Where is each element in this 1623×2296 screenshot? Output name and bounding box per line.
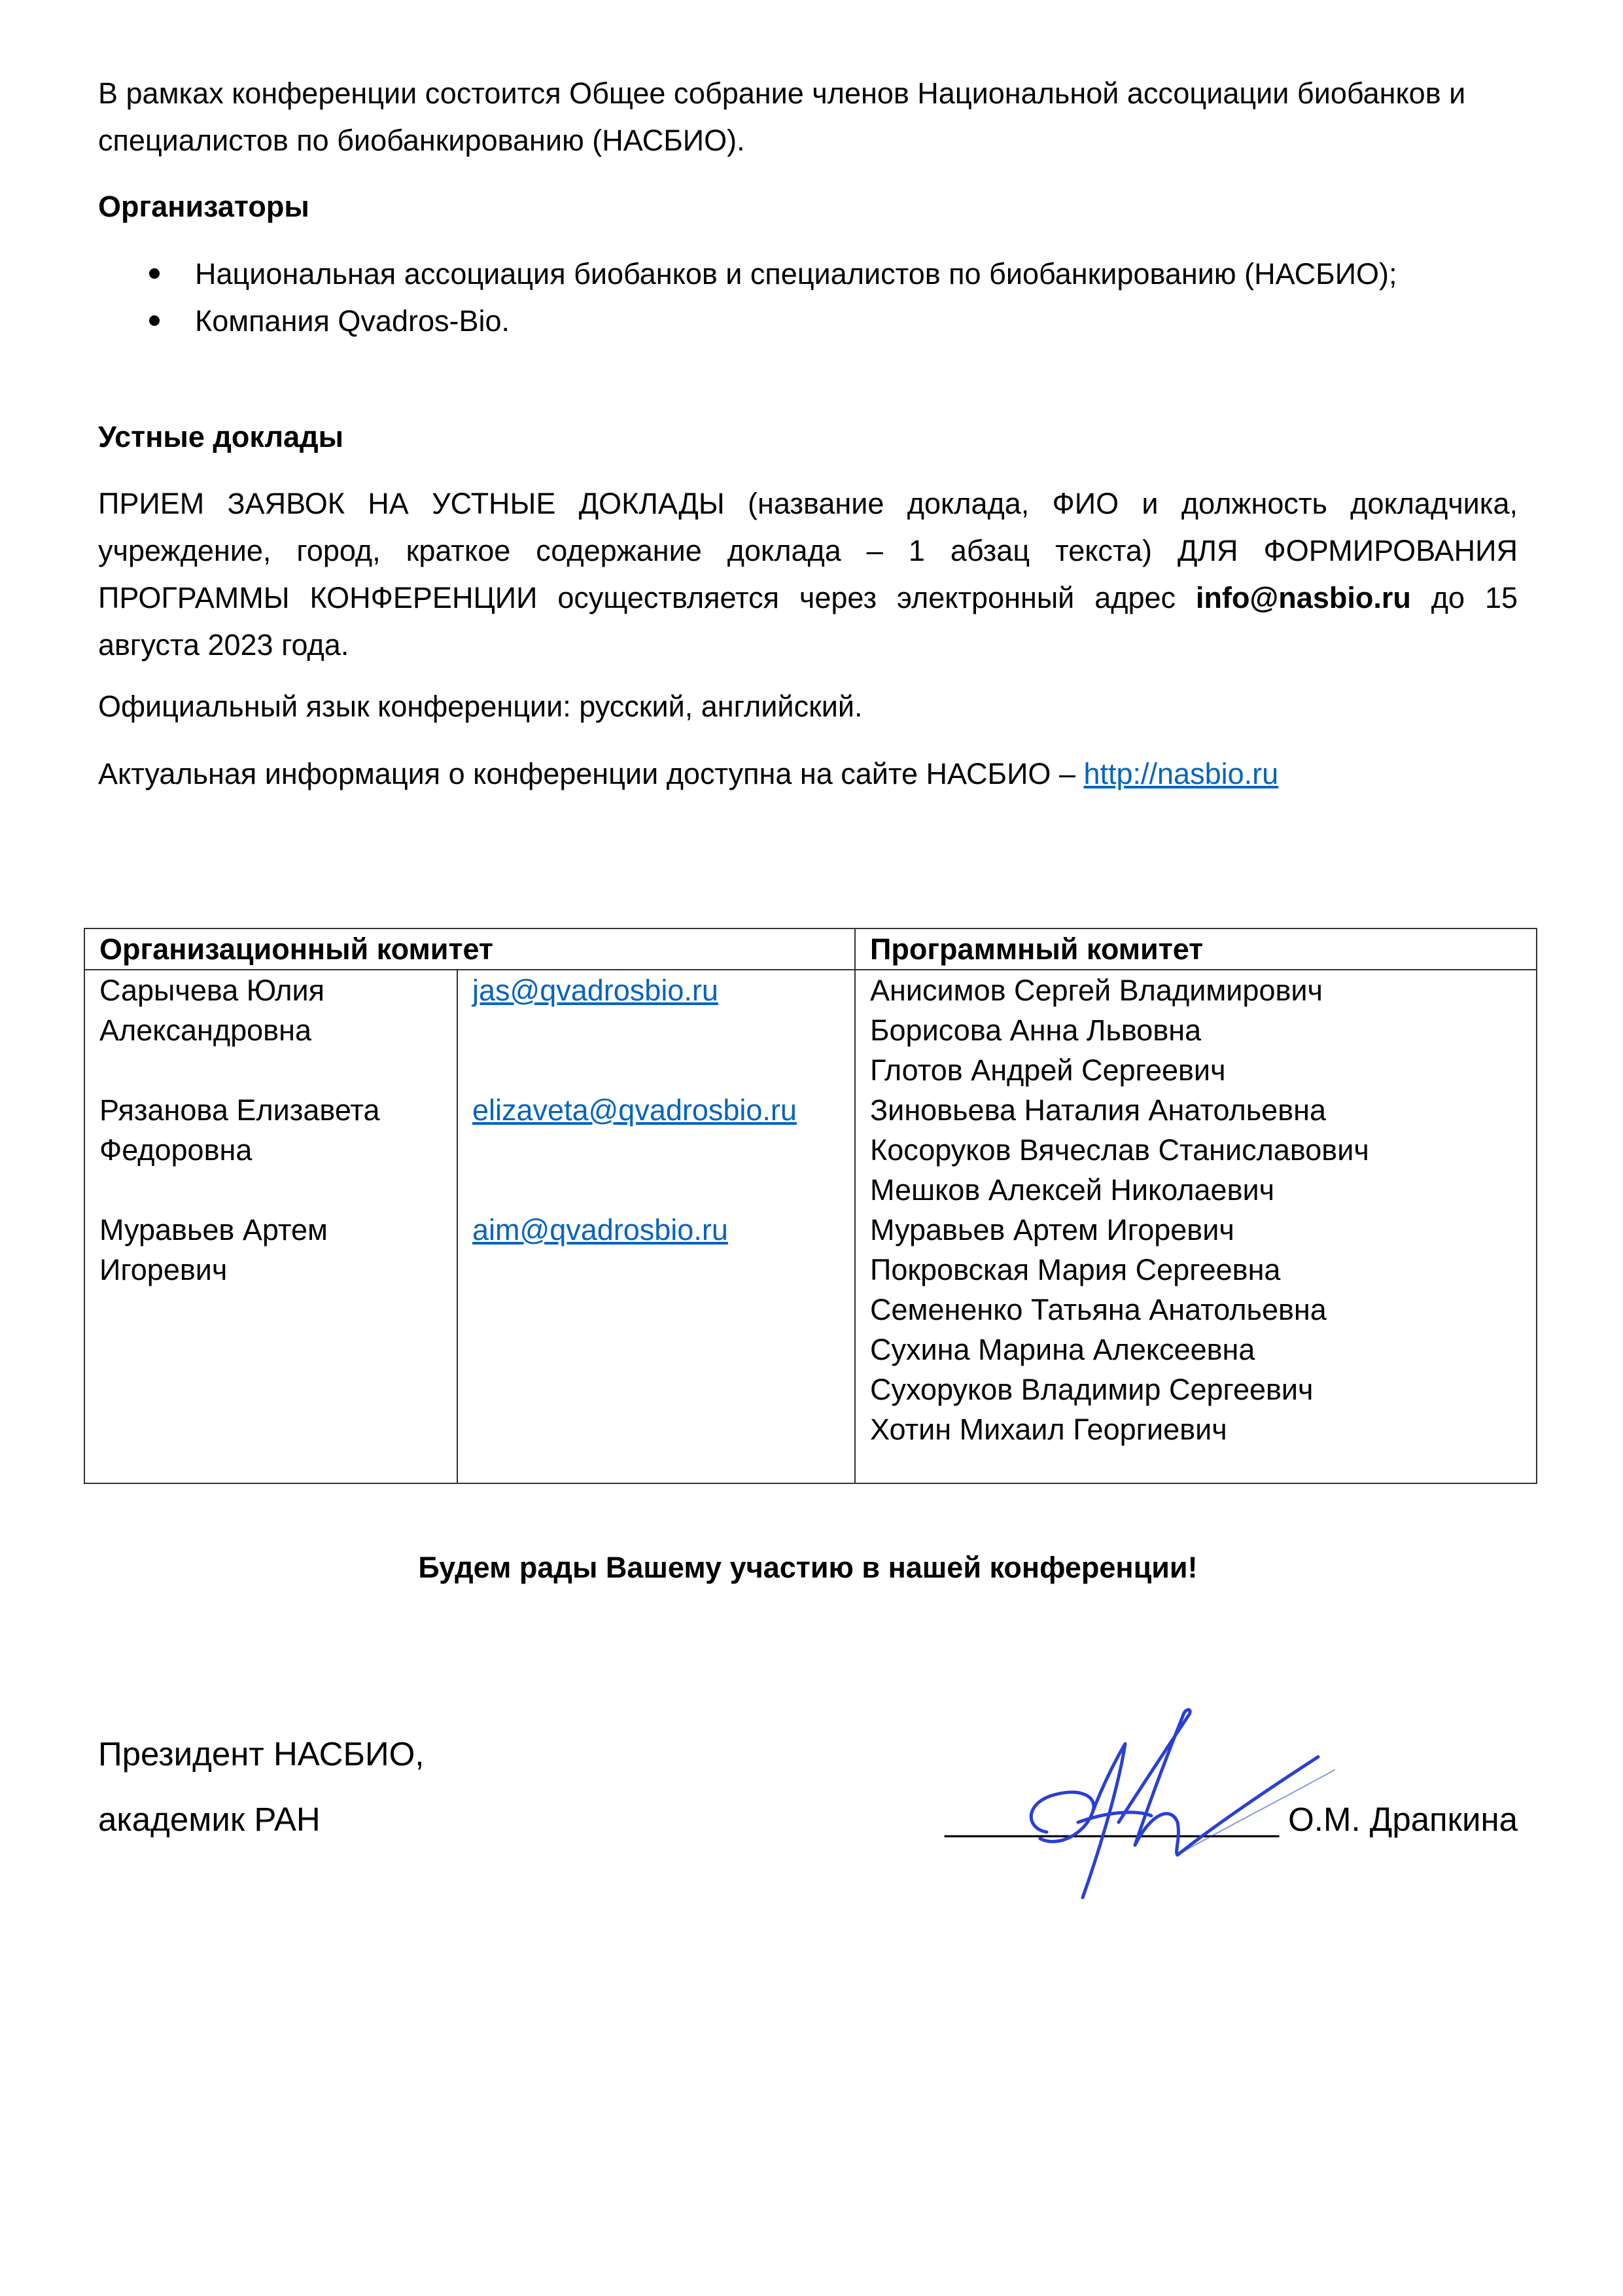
closing-note: Будем рады Вашему участию в нашей конференции! (418, 1551, 1198, 1584)
list-item (98, 298, 1397, 345)
organizer-name: Национальная ассоциация биобанков и специалистов по биобанкированию (НАСБИО); (195, 257, 1397, 291)
member-name: Муравьев Артем (99, 1213, 328, 1246)
member-email-link[interactable]: aim@qvadrosbio.ru (472, 1213, 728, 1246)
member-name: Сарычева Юлия (99, 974, 325, 1007)
website-note (98, 751, 1278, 798)
language-note: Официальный язык конференции: русский, английский. (98, 690, 863, 723)
list-item: Муравьев Артем Игоревич (870, 1213, 1234, 1246)
org-committee-heading: Организационный комитет (84, 928, 855, 970)
member-name: Рязанова Елизавета (99, 1093, 380, 1127)
oral-reports-deadline: до 15 августа 2023 года. (98, 581, 1518, 662)
program-committee-names (855, 970, 1537, 1483)
list-item: Сухина Марина Алексеевна (870, 1333, 1255, 1366)
list-item: Борисова Анна Львовна (870, 1014, 1202, 1047)
website-note-text: Актуальная информация о конференции доступна на сайте НАСБИО – (98, 757, 1084, 790)
oral-reports-heading: Устные доклады (98, 420, 344, 453)
program-committee-heading: Программный комитет (855, 928, 1537, 970)
list-item: Семененко Татьяна Анатольевна (870, 1293, 1327, 1326)
member-name: Александровна (99, 1014, 311, 1047)
submission-email: info@nasbio.ru (1195, 581, 1411, 614)
signer-title: Президент НАСБИО, (98, 1735, 425, 1773)
member-email-link[interactable]: elizaveta@qvadrosbio.ru (472, 1093, 797, 1127)
list-item: Хотин Михаил Георгиевич (870, 1413, 1227, 1446)
list-item: Зиновьева Наталия Анатольевна (870, 1093, 1326, 1127)
org-committee-emails (457, 970, 855, 1483)
list-item (98, 251, 1397, 298)
oral-reports-paragraph (98, 480, 1518, 669)
signer-name: О.М. Драпкина (1288, 1801, 1518, 1838)
list-item: Мешков Алексей Николаевич (870, 1173, 1275, 1207)
list-item: Косоруков Вячеслав Станиславович (870, 1133, 1369, 1167)
bullet-icon (149, 268, 160, 279)
intro-line-2: специалистов по биобанкированию (НАСБИО). (98, 124, 745, 157)
organizer-name: Компания Qvadros-Bio. (195, 304, 510, 338)
list-item: Сухоруков Владимир Сергеевич (870, 1373, 1314, 1406)
intro-line-1: В рамках конференции состоится Общее собрание членов Национальной ассоциации биобанков и (98, 77, 1466, 110)
list-item: Глотов Андрей Сергеевич (870, 1053, 1226, 1087)
member-name: Федоровна (99, 1133, 253, 1167)
member-email-link[interactable]: jas@qvadrosbio.ru (472, 974, 718, 1007)
list-item: Покровская Мария Сергеевна (870, 1253, 1281, 1286)
handwritten-signature (1021, 1682, 1361, 1930)
signature-underline: __________________ (945, 1801, 1279, 1838)
oral-reports-text: ПРИЕМ ЗАЯВОК НА УСТНЫЕ ДОКЛАДЫ (название доклада, ФИО и должность докладчика, учреждение, город, краткое содержание доклада – 1 абзац текста) ДЛЯ ФОРМИРОВАНИЯ ПРОГРАММЫ КОНФЕРЕНЦИИ осуществляется через электронный адрес (98, 487, 1518, 614)
organizers-list (98, 251, 1397, 345)
signer-rank: академик РАН (98, 1801, 321, 1838)
org-committee-names (84, 970, 457, 1483)
bullet-icon (149, 315, 160, 326)
list-item: Анисимов Сергей Владимирович (870, 974, 1323, 1007)
organizers-heading: Организаторы (98, 190, 309, 223)
website-link[interactable]: http://nasbio.ru (1083, 757, 1279, 790)
committee-table (84, 928, 1537, 1484)
member-name: Игоревич (99, 1253, 228, 1286)
